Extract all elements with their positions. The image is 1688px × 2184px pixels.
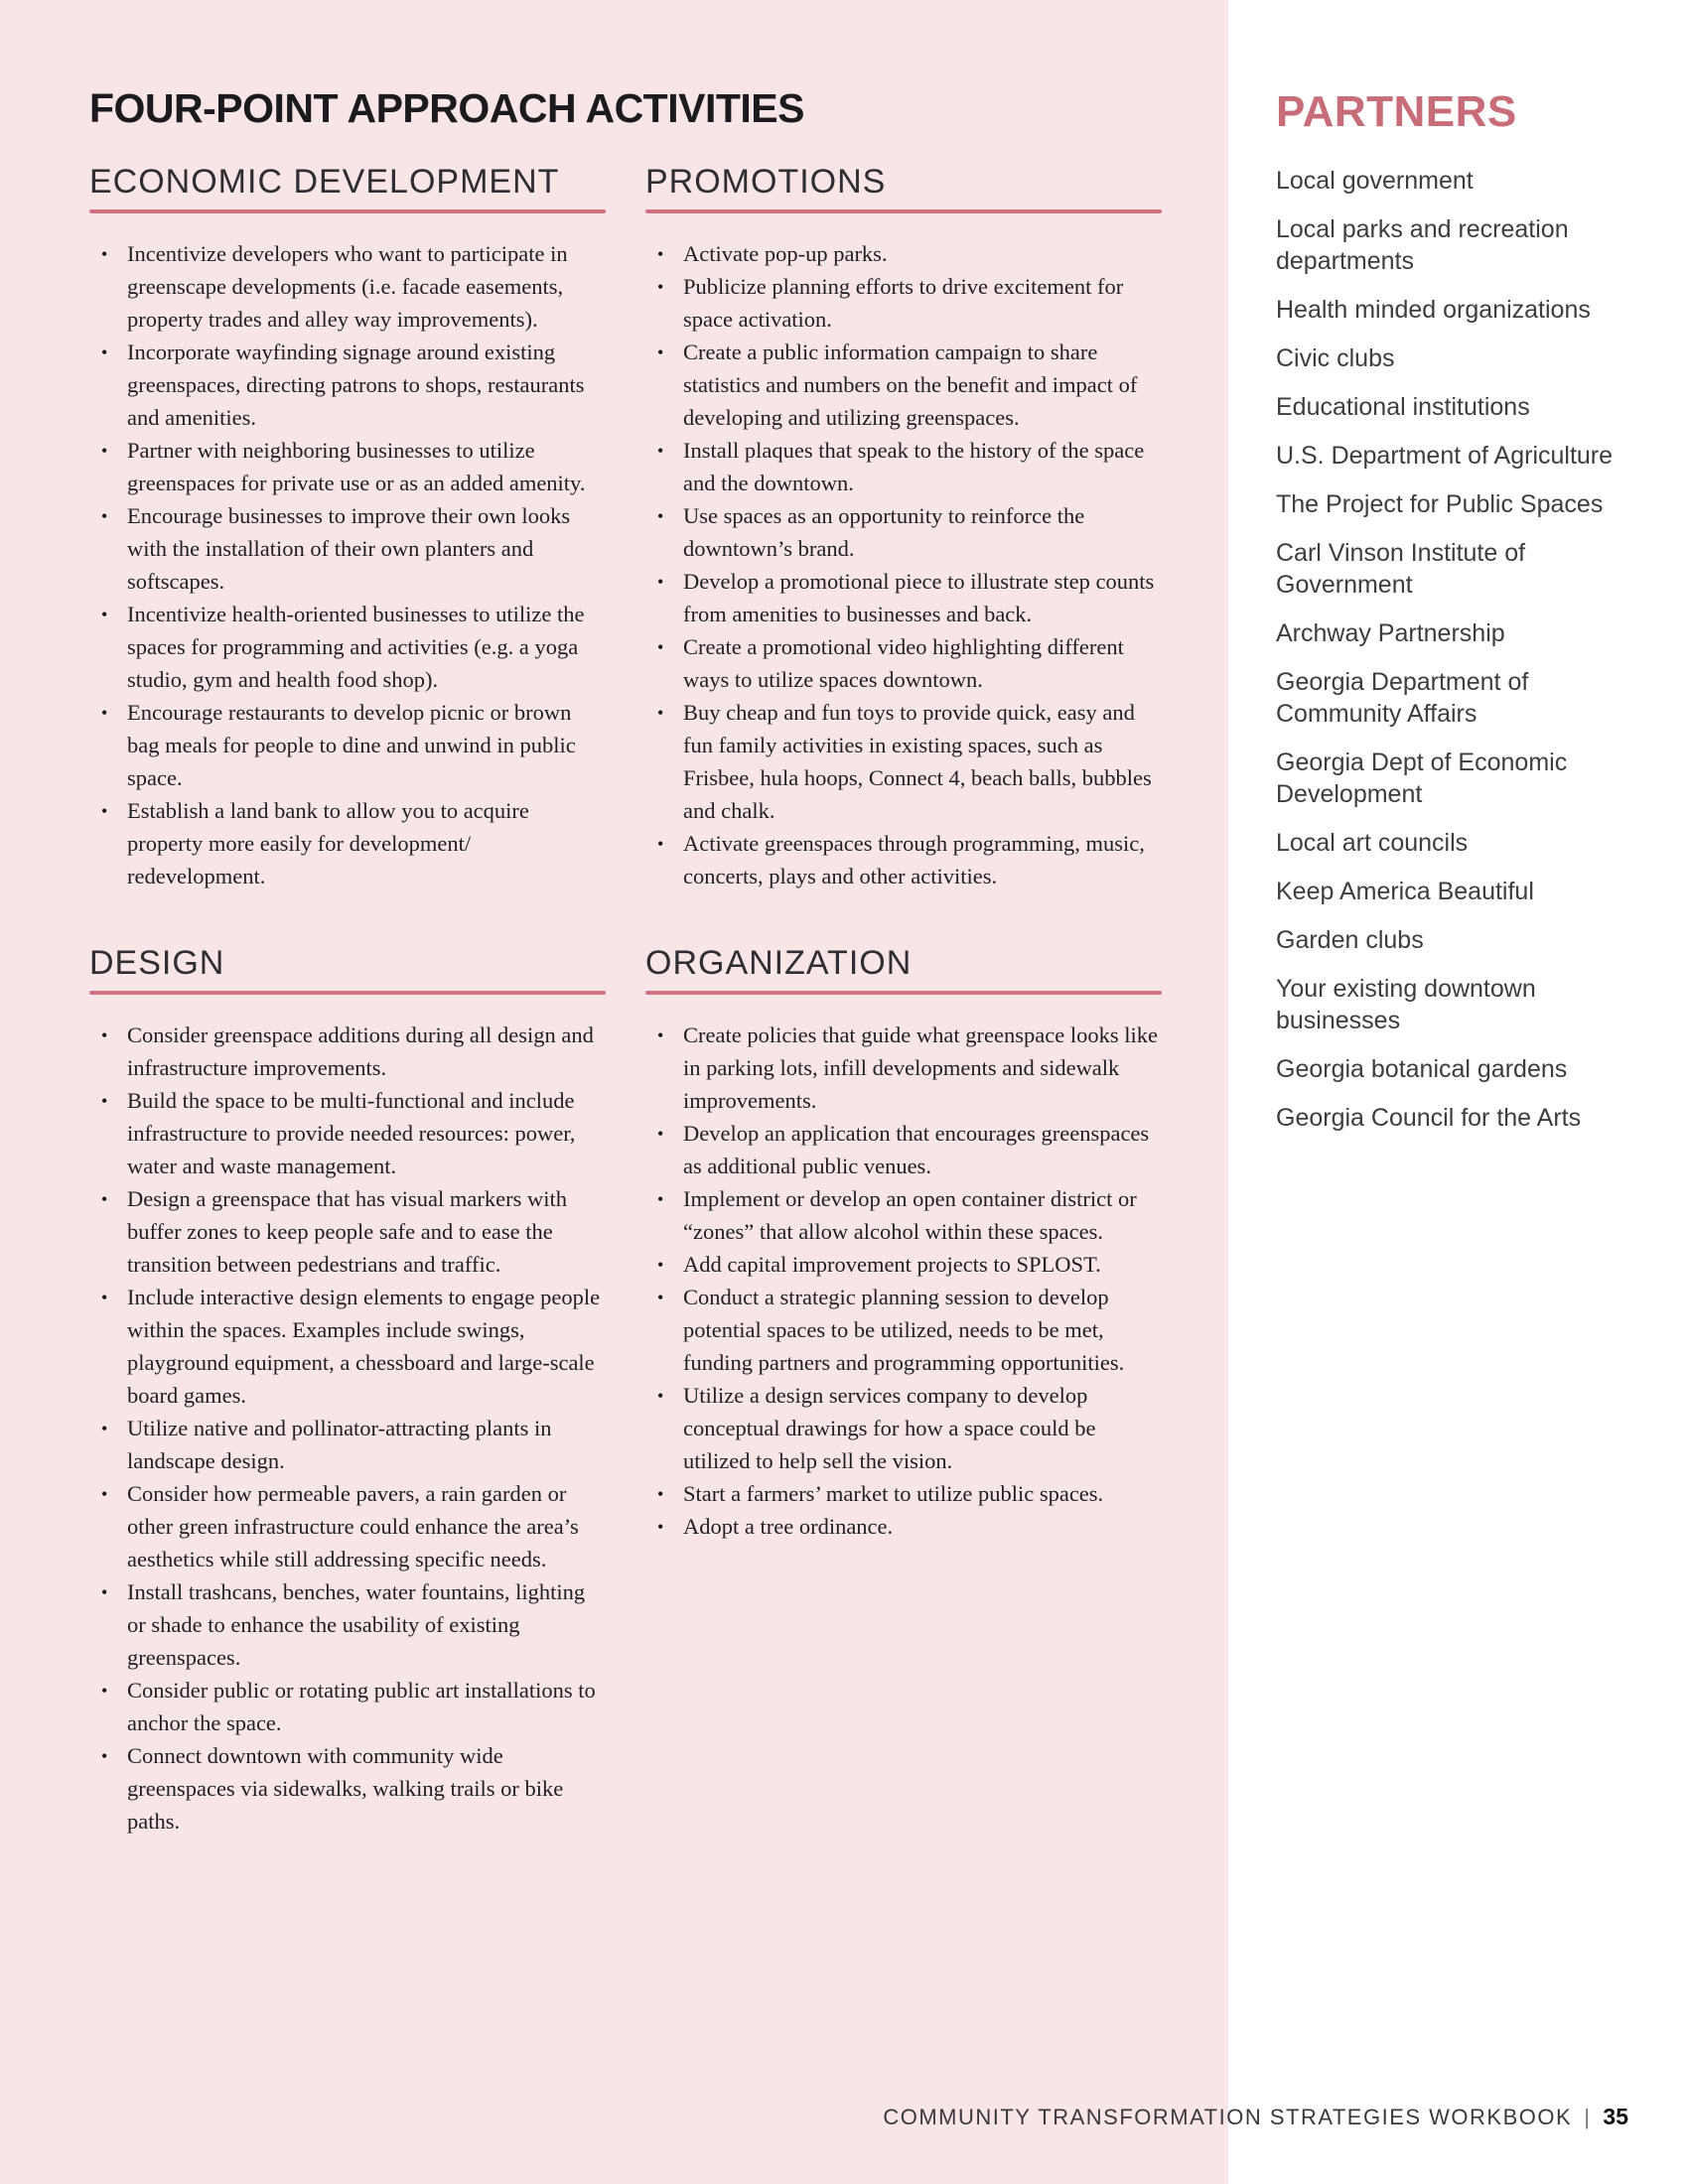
- partner-item: Keep America Beautiful: [1276, 878, 1534, 905]
- bullet-item: • Consider how permeable pavers, a rain garden or other green infrastructure could enhance the area’s aesthetics while still addressing specific needs.: [89, 1477, 606, 1575]
- bullet-item: • Develop an application that encourages greenspaces as additional public venues.: [645, 1117, 1162, 1182]
- partners-heading: PARTNERS: [1276, 87, 1517, 136]
- section-underline: [645, 209, 1162, 213]
- section-heading-promotions: PROMOTIONS: [645, 163, 887, 201]
- section-underline: [645, 991, 1162, 995]
- bullet-item: • Install plaques that speak to the history of the space and the downtown.: [645, 434, 1162, 499]
- bullet-item: • Consider greenspace additions during all design and infrastructure improvements.: [89, 1019, 606, 1084]
- section-organization: [645, 944, 1162, 1543]
- section-heading-design: DESIGN: [89, 944, 225, 982]
- bullet-item: • Start a farmers’ market to utilize public spaces.: [645, 1477, 1162, 1510]
- bullet-item: • Utilize native and pollinator-attracting plants in landscape design.: [89, 1412, 606, 1477]
- bullet-item: • Connect downtown with community wide greenspaces via sidewalks, walking trails or bike paths.: [89, 1739, 606, 1838]
- partner-item: Georgia Dept of Economic Development: [1276, 749, 1568, 808]
- partner-item: Archway Partnership: [1276, 619, 1505, 647]
- bullet-item: • Develop a promotional piece to illustrate step counts from amenities to businesses and back.: [645, 565, 1162, 630]
- partner-item: Educational institutions: [1276, 393, 1530, 421]
- section-promotions: [645, 163, 1162, 892]
- page-title: FOUR-POINT APPROACH ACTIVITIES: [89, 85, 804, 131]
- partners-sidebar: [1276, 87, 1643, 1151]
- bullet-item: • Adopt a tree ordinance.: [645, 1510, 1162, 1543]
- section-economic-development: [89, 163, 606, 892]
- bullet-item: • Implement or develop an open container district or “zones” that allow alcohol within these spaces.: [645, 1182, 1162, 1248]
- column-left: [89, 163, 606, 1838]
- bullet-item: • Build the space to be multi-functional and include infrastructure to provide needed resources: power, water and waste management.: [89, 1084, 606, 1182]
- bullet-item: • Create policies that guide what greenspace looks like in parking lots, infill developments and sidewalk improvements.: [645, 1019, 1162, 1117]
- partner-item: Georgia Council for the Arts: [1276, 1104, 1582, 1132]
- footer-text: COMMUNITY TRANSFORMATION STRATEGIES WORKBOOK: [883, 2105, 1573, 2129]
- bullet-item: • Establish a land bank to allow you to acquire property more easily for development/ redevelopment.: [89, 794, 606, 892]
- section-heading-organization: ORGANIZATION: [645, 944, 913, 982]
- section-underline: [89, 209, 606, 213]
- bullet-item: • Incentivize health-oriented businesses to utilize the spaces for programming and activities (e.g. a yoga studio, gym and health food shop).: [89, 598, 606, 696]
- partner-item: Civic clubs: [1276, 344, 1395, 372]
- footer-separator: |: [1584, 2105, 1592, 2129]
- bullet-item: • Install trashcans, benches, water fountains, lighting or shade to enhance the usability of existing greenspaces.: [89, 1575, 606, 1674]
- bullet-item: • Use spaces as an opportunity to reinforce the downtown’s brand.: [645, 499, 1162, 565]
- bullet-item: • Buy cheap and fun toys to provide quick, easy and fun family activities in existing spaces, such as Frisbee, hula hoops, Connect 4, beach balls, bubbles and chalk.: [645, 696, 1162, 827]
- bullet-list-organization: [645, 1019, 1162, 1543]
- partner-item: U.S. Department of Agriculture: [1276, 442, 1614, 470]
- footer-page-number: 35: [1603, 2104, 1628, 2129]
- partner-item: Garden clubs: [1276, 926, 1424, 954]
- bullet-item: • Activate greenspaces through programming, music, concerts, plays and other activities.: [645, 827, 1162, 892]
- bullet-item: • Encourage businesses to improve their own looks with the installation of their own planters and softscapes.: [89, 499, 606, 598]
- bullet-item: • Create a public information campaign to share statistics and numbers on the benefit and impact of developing and utilizing greenspaces.: [645, 336, 1162, 434]
- section-heading-economic-development: ECONOMIC DEVELOPMENT: [89, 163, 560, 201]
- section-underline: [89, 991, 606, 995]
- partner-item: Georgia Department of Community Affairs: [1276, 668, 1529, 728]
- partner-item: Your existing downtown businesses: [1276, 975, 1536, 1034]
- partner-item: Carl Vinson Institute of Government: [1276, 539, 1526, 599]
- bullet-item: • Publicize planning efforts to drive excitement for space activation.: [645, 270, 1162, 336]
- bullet-item: • Activate pop-up parks.: [645, 237, 1162, 270]
- bullet-item: • Consider public or rotating public art installations to anchor the space.: [89, 1674, 606, 1739]
- bullet-item: • Add capital improvement projects to SPLOST.: [645, 1248, 1162, 1281]
- column-middle: [645, 163, 1162, 1543]
- bullet-item: • Incorporate wayfinding signage around existing greenspaces, directing patrons to shops, restaurants and amenities.: [89, 336, 606, 434]
- bullet-item: • Include interactive design elements to engage people within the spaces. Examples include swings, playground equipment, a chessboard and large-scale board games.: [89, 1281, 606, 1412]
- bullet-item: • Create a promotional video highlighting different ways to utilize spaces downtown.: [645, 630, 1162, 696]
- bullet-list-economic-development: [89, 237, 606, 892]
- page-footer: [883, 2104, 1628, 2130]
- bullet-list-promotions: [645, 237, 1162, 892]
- bullet-item: • Encourage restaurants to develop picnic or brown bag meals for people to dine and unwind in public space.: [89, 696, 606, 794]
- bullet-item: • Utilize a design services company to develop conceptual drawings for how a space could be utilized to help sell the vision.: [645, 1379, 1162, 1477]
- partner-item: Health minded organizations: [1276, 296, 1591, 324]
- bullet-item: • Partner with neighboring businesses to utilize greenspaces for private use or as an added amenity.: [89, 434, 606, 499]
- bullet-item: • Conduct a strategic planning session to develop potential spaces to be utilized, needs to be met, funding partners and programming opportunities.: [645, 1281, 1162, 1379]
- bullet-item: • Design a greenspace that has visual markers with buffer zones to keep people safe and to ease the transition between pedestrians and traffic.: [89, 1182, 606, 1281]
- partner-item: The Project for Public Spaces: [1276, 490, 1604, 518]
- partner-item: Local parks and recreation departments: [1276, 215, 1569, 275]
- partners-list: [1276, 165, 1643, 1134]
- partner-item: Georgia botanical gardens: [1276, 1055, 1568, 1083]
- bullet-list-design: [89, 1019, 606, 1838]
- partner-item: Local art councils: [1276, 829, 1469, 857]
- partner-item: Local government: [1276, 167, 1474, 195]
- bullet-item: • Incentivize developers who want to participate in greenscape developments (i.e. facade easements, property trades and alley way improvements).: [89, 237, 606, 336]
- section-design: [89, 944, 606, 1838]
